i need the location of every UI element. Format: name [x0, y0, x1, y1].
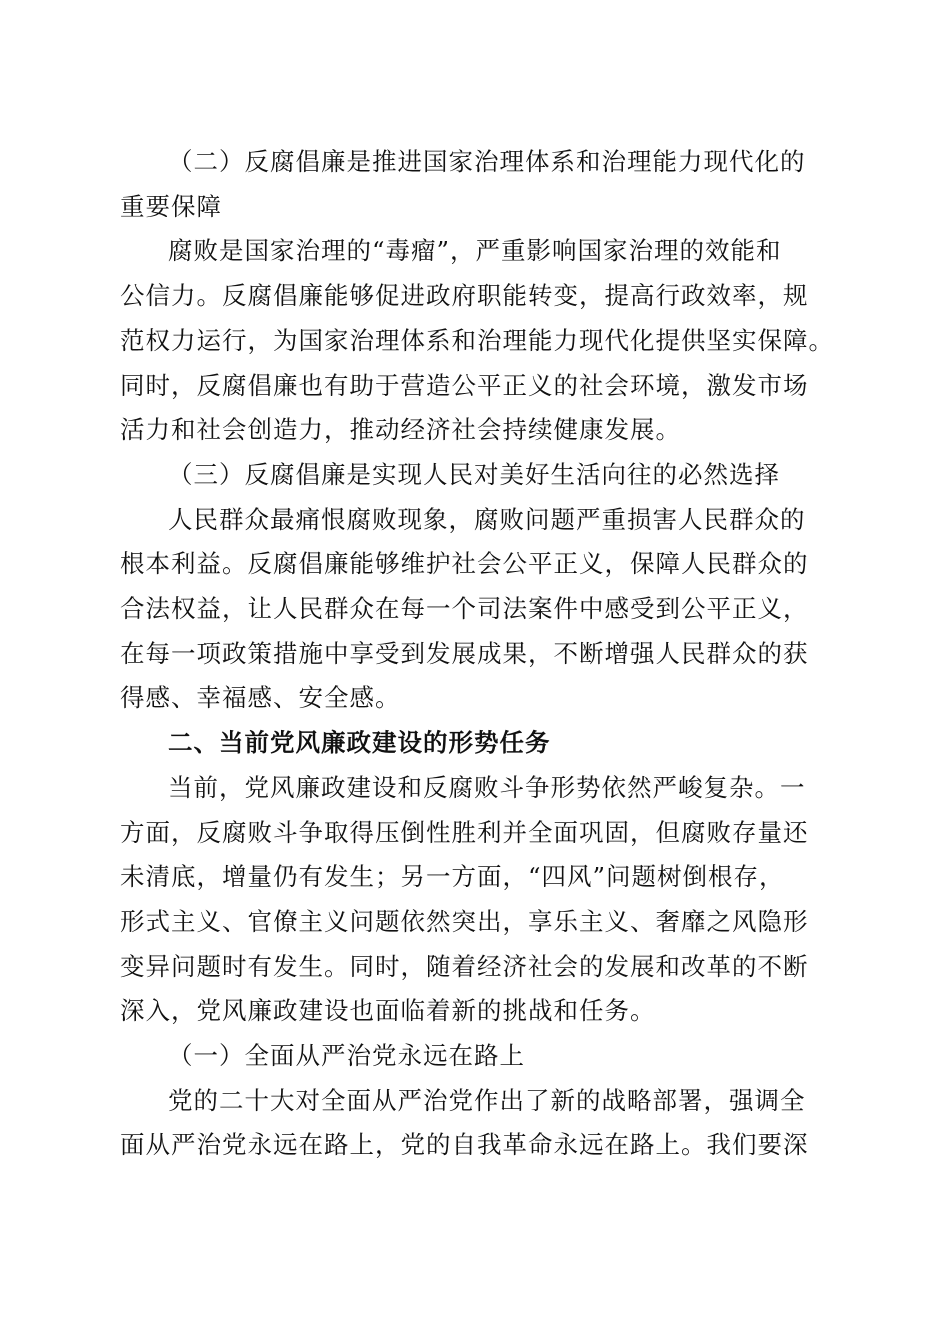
paragraph-line: 面从严治党永远在路上，党的自我革命永远在路上。我们要深 [120, 1130, 809, 1160]
section-heading [120, 140, 840, 229]
subsection-paragraph [120, 1079, 840, 1168]
paragraph-line: 得感、幸福感、安全感。 [120, 683, 401, 713]
chapter-paragraph [120, 766, 840, 1034]
section-heading [120, 453, 840, 498]
section-paragraph [120, 498, 840, 722]
paragraph-line: 活力和社会创造力，推动经济社会持续健康发展。 [120, 415, 681, 445]
heading-line: （二）反腐倡廉是推进国家治理体系和治理能力现代化的 [168, 147, 806, 176]
heading-line: 重要保障 [120, 191, 222, 221]
paragraph-line: 未清底，增量仍有发生；另一方面，“四风”问题树倒根存， [120, 862, 785, 892]
heading-line: （三）反腐倡廉是实现人民对美好生活向往的必然选择 [168, 459, 780, 489]
chapter-title: 二、当前党风廉政建设的形势任务 [168, 728, 551, 758]
section-paragraph [120, 229, 840, 453]
paragraph-line: 方面，反腐败斗争取得压倒性胜利并全面巩固，但腐败存量还 [120, 817, 809, 847]
paragraph-line: 深入，党风廉政建设也面临着新的挑战和任务。 [120, 996, 656, 1026]
paragraph-line: 根本利益。反腐倡廉能够维护社会公平正义，保障人民群众的 [120, 549, 809, 579]
document-page [120, 140, 840, 1168]
paragraph-line: 在每一项政策措施中享受到发展成果，不断增强人民群众的获 [120, 638, 809, 668]
subsection-heading: （一）全面从严治党永远在路上 [168, 1041, 525, 1071]
paragraph-line: 当前，党风廉政建设和反腐败斗争形势依然严峻复杂。一 [168, 772, 806, 802]
paragraph-line: 形式主义、官僚主义问题依然突出，享乐主义、奢靡之风隐形 [120, 906, 809, 936]
paragraph-line: 范权力运行，为国家治理体系和治理能力现代化提供坚实保障。 [120, 325, 834, 355]
paragraph-line: 变异问题时有发生。同时，随着经济社会的发展和改革的不断 [120, 951, 809, 981]
paragraph-line: 腐败是国家治理的“毒瘤”，严重影响国家治理的效能和 [168, 236, 782, 266]
paragraph-line: 公信力。反腐倡廉能够促进政府职能转变，提高行政效率，规 [120, 281, 809, 311]
paragraph-line: 合法权益，让人民群众在每一个司法案件中感受到公平正义， [120, 594, 809, 624]
paragraph-line: 党的二十大对全面从严治党作出了新的战略部署，强调全 [168, 1085, 806, 1115]
paragraph-line: 同时，反腐倡廉也有助于营造公平正义的社会环境，激发市场 [120, 370, 809, 400]
paragraph-line: 人民群众最痛恨腐败现象，腐败问题严重损害人民群众的 [168, 504, 806, 534]
